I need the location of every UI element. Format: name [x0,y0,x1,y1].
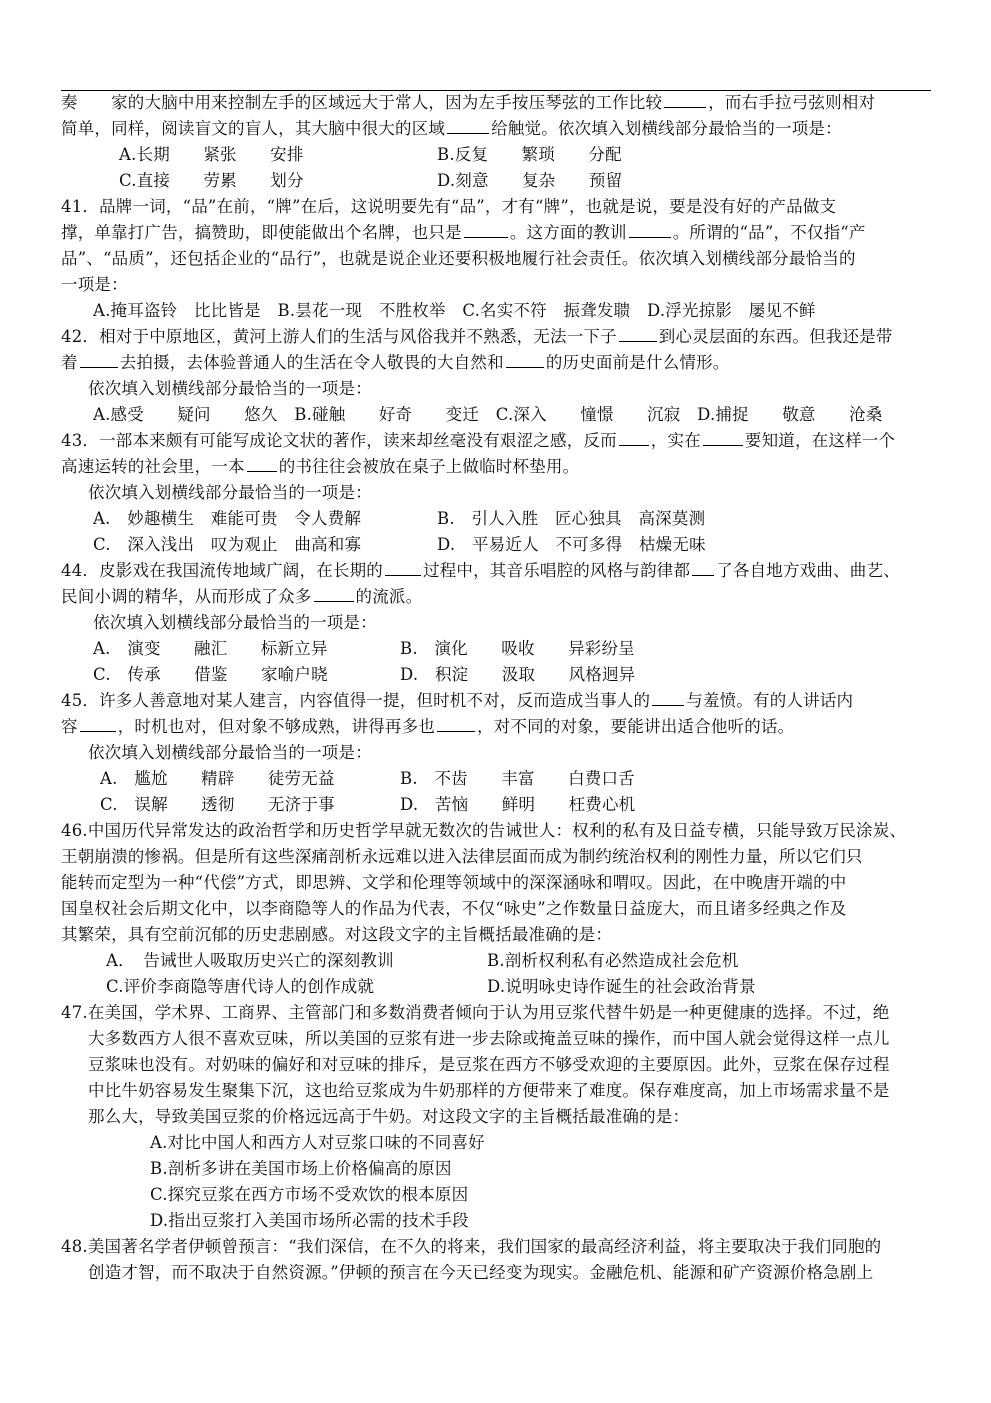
q45-prompt: 依次填入划横线部分最恰当的一项是： [88,743,372,762]
blank [619,327,657,342]
q44-option-b: B. 演化 吸收 异彩纷呈 [400,639,635,658]
q41-line-1: 41．品牌一词，“品”在前，“牌”在后，这说明要先有“品”，才有“牌”，也就是说，要是没有好的产品做支 [61,197,837,216]
q46-line-1: 46.中国历代异常发达的政治哲学和历史哲学早就无数次的告诫世人：权利的私有及日益专横，只能导致万民涂炭、 [61,821,907,840]
q45-line-1: 45．许多人善意地对某人建言，内容值得一提，但时机不对，反而造成当事人的 与羞愤。有的人讲话内 [61,691,854,710]
q45-line-2: 容 ，时机也对，但对象不够成熟，讲得再多也 ，对不同的对象，要能讲出适合他听的话。 [61,717,795,736]
blank [385,561,421,576]
q44-option-a: A. 演变 融汇 标新立异 [93,639,328,658]
q46-line-3: 能转而定型为一种“代偿”方式，即思辨、文学和伦理等领域中的深深涵咏和喟叹。因此，在中晚唐开端的中 [61,873,847,892]
q43-line-1: 43．一部本来颇有可能写成论文状的著作，读来却丝毫没有艰涩之感，反而 ，实在 要知道，在这样一个 [61,431,896,450]
q41-line-3: 品”、“品质”，还包括企业的“品行”，也就是说企业还要积极地履行社会责任。依次填入划横线部分最恰当的 [61,249,856,268]
blank [703,431,743,446]
q47-line-1: 47.在美国，学术界、工商界、主管部门和多数消费者倾向于认为用豆浆代替牛奶是一种更健康的选择。不过，绝 [61,1003,890,1022]
q46-option-c: C.评价李商隐等唐代诗人的创作成就 [106,977,375,996]
blank [464,223,508,238]
blank [314,587,354,602]
q46-line-2: 王朝崩溃的惨祸。但是所有这些深痛剖析永远难以进入法律层面而成为制约统治权利的刚性力量，所以它们只 [61,847,863,866]
q47-option-c: C.探究豆浆在西方市场不受欢饮的根本原因 [150,1185,469,1204]
q46-line-5: 其繁荣，具有空前沉郁的历史悲剧感。对这段文字的主旨概括最准确的是： [61,925,613,944]
q45-option-b: B. 不齿 丰富 白费口舌 [400,769,635,788]
blank [80,353,118,368]
q44-line-1: 44．皮影戏在我国流传地域广阔，在长期的 过程中，其音乐唱腔的风格与韵律都 了各自地方戏曲、曲艺、 [61,561,900,580]
q48-line-2: 创造才智，而不取决于自然资源。”伊顿的预言在今天已经变为现实。金融危机、能源和矿产资源价格急剧上 [88,1263,874,1282]
blank [619,431,649,446]
top-rule [61,90,931,91]
q43-option-b: B. 引人入胜 匠心独具 高深莫测 [437,509,706,528]
q45-option-d: D. 苦恼 鲜明 枉费心机 [400,795,636,814]
q41-line-2: 撑，单靠打广告，搞赞助，即使能做出个名牌，也只是 。这方面的教训 。所谓的“品”，不仅指“产 [61,223,866,242]
q45-option-a: A. 尴尬 精辟 徒劳无益 [100,769,335,788]
q40-line-1: 奏 家的大脑中用来控制左手的区域远大于常人，因为左手按压琴弦的工作比较 ，而右手拉弓弦则相对 [61,93,876,112]
q40-option-c: C.直接 劳累 划分 [119,171,304,190]
q43-prompt: 依次填入划横线部分最恰当的一项是： [88,483,372,502]
blank [506,353,544,368]
blank [664,93,706,108]
q43-line-2: 高速运转的社会里，一本 的书往往会被放在桌子上做临时杯垫用。 [61,457,580,476]
q44-line-2: 民间小调的精华，从而形成了众多 的流派。 [61,587,423,606]
q41-options: A.掩耳盗铃 比比皆是 B.昙花一现 不胜枚举 C.名实不符 振聋发聩 D.浮光掠影 屡见不鲜 [93,301,816,320]
blank [447,119,489,134]
q47-line-5: 那么大，导致美国豆浆的价格远远高于牛奶。对这段文字的主旨概括最准确的是： [88,1107,690,1126]
blank [652,691,684,706]
q46-option-d: D.说明咏史诗作诞生的社会政治背景 [487,977,756,996]
q43-option-a: A. 妙趣横生 难能可贵 令人费解 [93,509,362,528]
q47-option-d: D.指出豆浆打入美国市场所必需的技术手段 [150,1211,469,1230]
q44-option-d: D. 积淀 汲取 风格迥异 [400,665,636,684]
q43-option-d: D. 平易近人 不可多得 枯燥无味 [437,535,706,554]
q40-option-a: A.长期 紧张 安排 [119,145,304,164]
q43-option-c: C. 深入浅出 叹为观止 曲高和寡 [93,535,362,554]
q40-line-2: 简单，同样，阅读盲文的盲人，其大脑中很大的区域 给触觉。依次填入划横线部分最恰当的一项是： [61,119,842,138]
q44-option-c: C. 传承 借鉴 家喻户晓 [93,665,328,684]
q40-option-d: D.刻意 复杂 预留 [437,171,623,190]
q46-option-a: A． 告诫世人吸取历史兴亡的深刻教训 [106,951,394,970]
q40-option-b: B.反复 繁琐 分配 [437,145,622,164]
q46-option-b: B.剖析权利私有必然造成社会危机 [487,951,739,970]
q47-line-2: 大多数西方人很不喜欢豆味，所以美国的豆浆有进一步去除或掩盖豆味的操作，而中国人就会觉得这样一点儿 [88,1029,890,1048]
q42-line-1: 42．相对于中原地区，黄河上游人们的生活与风俗我并不熟悉，无法一下子 到心灵层面的东西。但我还是带 [61,327,893,346]
q42-prompt: 依次填入划横线部分最恰当的一项是： [88,379,372,398]
q45-option-c: C. 误解 透彻 无济于事 [100,795,335,814]
q47-line-4: 中比牛奶容易发生聚集下沉，这也给豆浆成为牛奶那样的方便带来了难度。保存难度高，加上市场需求量不是 [88,1081,890,1100]
q48-line-1: 48.美国著名学者伊顿曾预言：“我们深信，在不久的将来，我们国家的最高经济利益，将主要取决于我们同胞的 [61,1237,882,1256]
q46-line-4: 国皇权社会后期文化中，以李商隐等人的作品为代表，不仅“咏史”之作数量日益庞大，而且诸多经典之作及 [61,899,847,918]
q44-prompt: 依次填入划横线部分最恰当的一项是： [93,613,377,632]
q41-line-4: 一项是： [61,275,128,294]
blank [80,717,116,732]
q42-options: A.感受 疑问 悠久 B.碰触 好奇 变迁 C.深入 憧憬 沉寂 D.捕捉 敬意 沧桑 [93,405,883,424]
blank [692,561,714,576]
q42-line-2: 着 去拍摄，去体验普通人的生活在令人敬畏的大自然和 的历史面前是什么情形。 [61,353,730,372]
q47-line-3: 豆浆味也没有。对奶味的偏好和对豆味的排斥，是豆浆在西方不够受欢迎的主要原因。此外，豆浆在保存过程 [88,1055,890,1074]
q47-option-a: A.对比中国人和西方人对豆浆口味的不同喜好 [150,1133,485,1152]
blank [247,457,277,472]
blank [437,717,475,732]
q47-option-b: B.剖析多讲在美国市场上价格偏高的原因 [150,1159,452,1178]
blank [629,223,671,238]
